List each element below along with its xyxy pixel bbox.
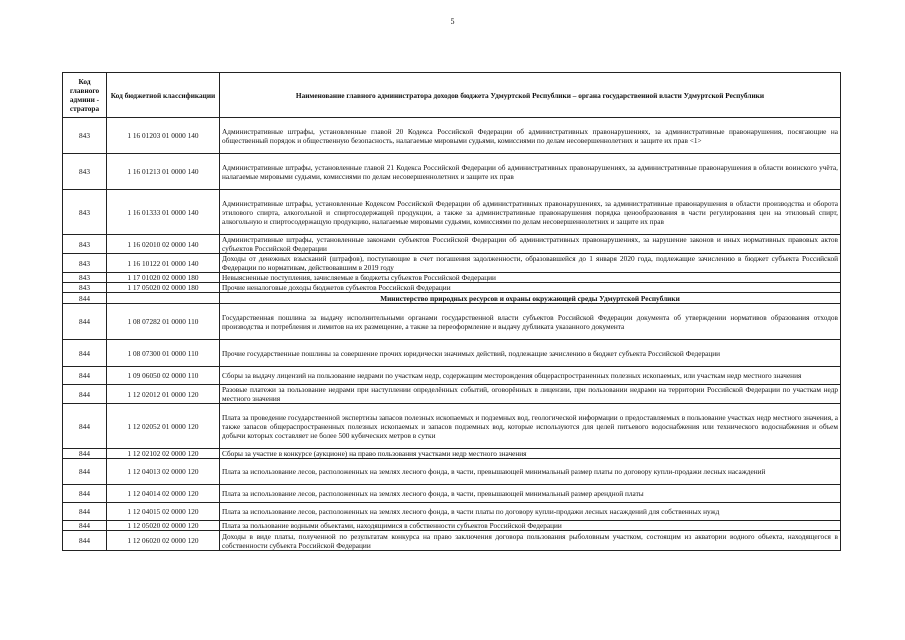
admin-code-cell: 844 (63, 304, 107, 340)
section-title-cell: Министерство природных ресурсов и охраны окружающей среды Удмуртской Республики (220, 293, 841, 304)
admin-code-cell: 844 (63, 449, 107, 459)
admin-code-cell: 844 (63, 531, 107, 551)
table-row (63, 385, 841, 404)
table-row (63, 154, 841, 190)
admin-code-cell: 843 (63, 154, 107, 190)
budget-code-cell: 1 16 01333 01 0000 140 (107, 190, 220, 235)
table-header-row (63, 73, 841, 118)
admin-code-cell: 843 (63, 273, 107, 283)
name-cell: Прочие государственные пошлины за совершение прочих юридически значимых действий, подлежащие зачислению в бюджет субъекта Российской Федерации (220, 340, 841, 367)
admin-code-cell: 843 (63, 235, 107, 254)
header-budget-code: Код бюджетной классификации (107, 73, 220, 118)
admin-code-cell: 844 (63, 367, 107, 385)
admin-code-cell: 844 (63, 521, 107, 531)
table-row (63, 273, 841, 283)
budget-code-cell: 1 12 06020 02 0000 120 (107, 531, 220, 551)
table-row (63, 404, 841, 449)
admin-code-cell: 844 (63, 340, 107, 367)
table-row (63, 304, 841, 340)
table-row (63, 118, 841, 154)
name-cell: Доходы от денежных взысканий (штрафов), поступающие в счет погашения задолженности, образовавшейся до 1 января 2020 года, подлежащие зачислению в бюджет субъекта Российской Федерации по нормативам, действовавшим в 2019 году (220, 254, 841, 273)
name-cell: Плата за использование лесов, расположенных на землях лесного фонда, в части, превышающей минимальный размер арендной платы (220, 485, 841, 503)
header-admin-code: Код главного админи - стратора (63, 73, 107, 118)
table-row (63, 235, 841, 254)
table-row (63, 521, 841, 531)
name-cell: Плата за проведение государственной экспертизы запасов полезных ископаемых и подземных вод, геологической информации о предоставляемых в пользование участках недр местного значения, а также запасов общераспространенных полезных ископаемых и запасов подземных вод, которые используются для целей питьевого водоснабжения или технического водоснабжения и объем добычи которых составляет не более 500 кубических метров в сутки (220, 404, 841, 449)
name-cell: Сборы за выдачу лицензий на пользование недрами по участкам недр, содержащим месторождения общераспространенных полезных ископаемых, или участкам недр местного значения (220, 367, 841, 385)
admin-code-cell: 843 (63, 254, 107, 273)
table-row (63, 367, 841, 385)
budget-code-cell: 1 16 10122 01 0000 140 (107, 254, 220, 273)
budget-code-cell: 1 12 04014 02 0000 120 (107, 485, 220, 503)
section-row (63, 293, 841, 304)
admin-code-cell: 843 (63, 190, 107, 235)
name-cell: Прочие неналоговые доходы бюджетов субъектов Российской Федерации (220, 283, 841, 293)
budget-code-cell: 1 12 05020 02 0000 120 (107, 521, 220, 531)
admin-code-cell: 844 (63, 485, 107, 503)
admin-code-cell: 844 (63, 459, 107, 485)
budget-code-cell: 1 12 02102 02 0000 120 (107, 449, 220, 459)
admin-code-cell: 844 (63, 404, 107, 449)
table-row (63, 485, 841, 503)
budget-code-cell: 1 17 01020 02 0000 180 (107, 273, 220, 283)
page-number: 5 (450, 17, 455, 26)
table-row (63, 254, 841, 273)
admin-code-cell: 843 (63, 118, 107, 154)
admin-code-cell: 844 (63, 293, 107, 304)
budget-code-cell: 1 09 06050 02 0000 110 (107, 367, 220, 385)
name-cell: Плата за использование лесов, расположенных на землях лесного фонда, в части платы по договору купли-продажи лесных насаждений для собственных нужд (220, 503, 841, 521)
revenue-administrators-table (62, 72, 841, 551)
table-row (63, 503, 841, 521)
budget-code-cell (107, 293, 220, 304)
table-row (63, 449, 841, 459)
budget-code-cell: 1 12 02052 01 0000 120 (107, 404, 220, 449)
name-cell: Административные штрафы, установленные законами субъектов Российской Федерации об административных правонарушениях, за нарушение законов и иных нормативных правовых актов субъектов Российской Федерации (220, 235, 841, 254)
budget-code-cell: 1 16 01213 01 0000 140 (107, 154, 220, 190)
admin-code-cell: 844 (63, 503, 107, 521)
table-row (63, 190, 841, 235)
table-row (63, 283, 841, 293)
budget-code-cell: 1 16 01203 01 0000 140 (107, 118, 220, 154)
table-row (63, 340, 841, 367)
header-name: Наименование главного администратора доходов бюджета Удмуртской Республики – органа государственной власти Удмуртской Республики (220, 73, 841, 118)
budget-code-cell: 1 08 07282 01 0000 110 (107, 304, 220, 340)
name-cell: Сборы за участие в конкурсе (аукционе) на право пользования участками недр местного значения (220, 449, 841, 459)
table-row (63, 531, 841, 551)
name-cell: Административные штрафы, установленные главой 20 Кодекса Российской Федерации об административных правонарушениях, за административные правонарушения, посягающие на общественный порядок и общественную безопасность, налагаемые мировыми судьями, комиссиями по делам несовершеннолетних и защите их прав <1> (220, 118, 841, 154)
name-cell: Невыясненные поступления, зачисляемые в бюджеты субъектов Российской Федерации (220, 273, 841, 283)
name-cell: Разовые платежи за пользование недрами при наступлении определённых событий, оговорённых в лицензии, при пользовании недрами на территории Российской Федерации по участкам недр местного значения (220, 385, 841, 404)
name-cell: Административные штрафы, установленные главой 21 Кодекса Российской Федерации об административных правонарушениях, за административные правонарушения в области воинского учёта, налагаемые мировыми судьями, комиссиями по делам несовершеннолетних и защите их прав (220, 154, 841, 190)
admin-code-cell: 843 (63, 283, 107, 293)
budget-code-cell: 1 08 07300 01 0000 110 (107, 340, 220, 367)
budget-code-cell: 1 17 05020 02 0000 180 (107, 283, 220, 293)
name-cell: Плата за пользование водными объектами, находящимися в собственности субъектов Российской Федерации (220, 521, 841, 531)
name-cell: Плата за использование лесов, расположенных на землях лесного фонда, в части, превышающей минимальный размер платы по договору купли-продажи лесных насаждений (220, 459, 841, 485)
name-cell: Доходы в виде платы, полученной по результатам конкурса на право заключения договора пользования рыболовным участком, состоящим из акватории водного объекта, находящегося в собственности субъекта Российской Федерации (220, 531, 841, 551)
budget-code-cell: 1 16 02010 02 0000 140 (107, 235, 220, 254)
budget-code-cell: 1 12 04013 02 0000 120 (107, 459, 220, 485)
name-cell: Государственная пошлина за выдачу исполнительными органами государственной власти субъектов Российской Федерации документа об утверждении нормативов образования отходов производства и потребления и лимитов на их размещение, а также за переоформление и выдачу дубликата указанного документа (220, 304, 841, 340)
table-row (63, 459, 841, 485)
budget-code-cell: 1 12 02012 01 0000 120 (107, 385, 220, 404)
admin-code-cell: 844 (63, 385, 107, 404)
budget-code-cell: 1 12 04015 02 0000 120 (107, 503, 220, 521)
name-cell: Административные штрафы, установленные Кодексом Российской Федерации об административных правонарушениях, за административные правонарушения в области производства и оборота этилового спирта, алкогольной и спиртосодержащей продукции, а также за административные правонарушения порядка ценообразования в части регулирования цен на этиловый спирт, алкогольную и спиртосодержащую продукцию, налагаемые мировыми судьями, комиссиями по делам несовершеннолетних и защите их прав (220, 190, 841, 235)
